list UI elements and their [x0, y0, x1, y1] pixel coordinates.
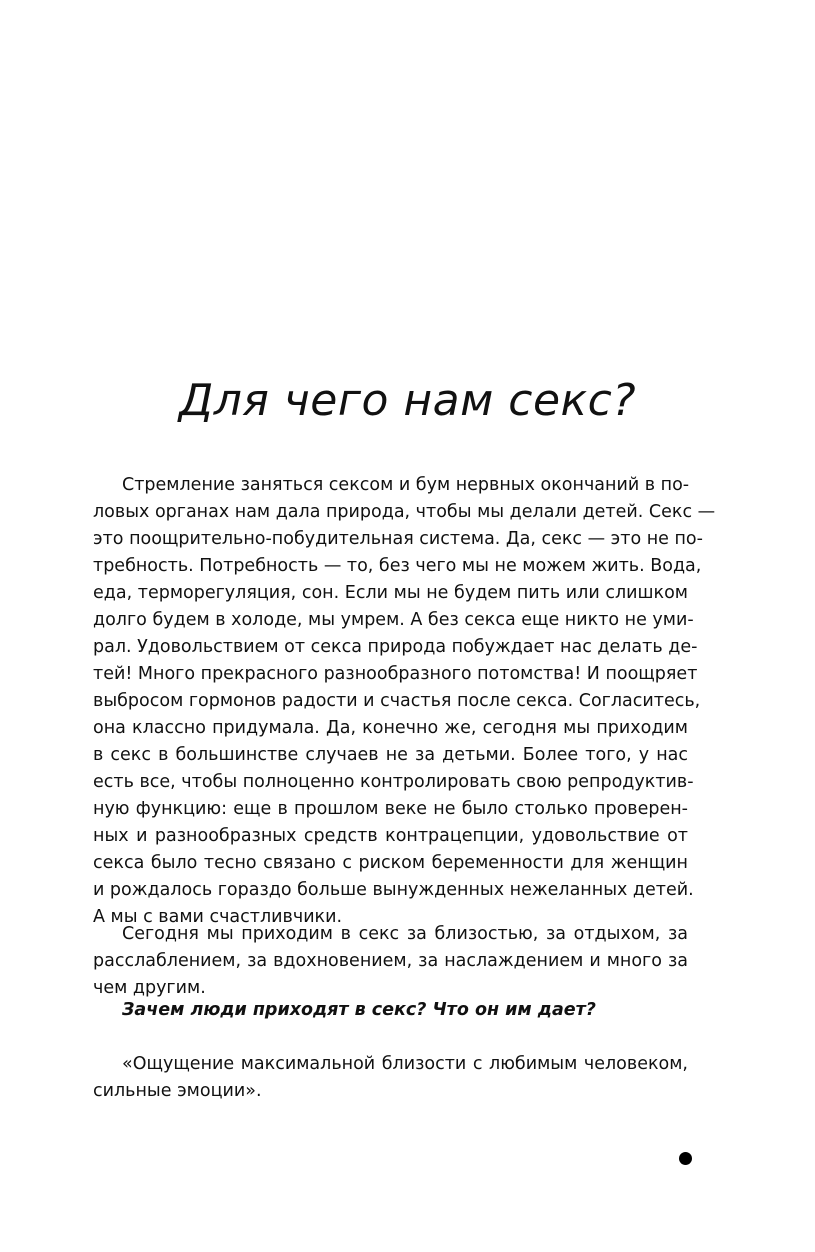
text-line: тей! Много прекрасного разнообразного потомства! И поощряет [93, 664, 698, 684]
text-line: есть все, чтобы полноценно контролировать свою репродуктив- [93, 772, 694, 792]
text-line: долго будем в холоде, мы умрем. А без секса еще никто не уми- [93, 610, 694, 630]
text-line: А мы с вами счастливчики. [93, 907, 343, 927]
text-line: еда, терморегуляция, сон. Если мы не будем пить или слишком [93, 583, 688, 603]
text-line: и рождалось гораздо больше вынужденных нежеланных детей. [93, 880, 694, 900]
question-text: Зачем люди приходят в секс? Что он им дает? [122, 1000, 596, 1020]
text-line: Стремление заняться сексом и бум нервных окончаний в по- [122, 475, 690, 495]
text-line: ную функцию: еще в прошлом веке не было столько проверен- [93, 799, 688, 819]
text-line: выбросом гормонов радости и счастья после секса. Согласитесь, [93, 691, 701, 711]
paragraph-2 [93, 921, 688, 1002]
text-line: «Ощущение максимальной близости с любимым человеком, [122, 1054, 688, 1074]
bullet-marker [679, 1152, 692, 1165]
quote-paragraph [93, 1051, 688, 1105]
text-line: ловых органах нам дала природа, чтобы мы делали детей. Секс — [93, 502, 716, 522]
paragraph-1 [93, 472, 716, 931]
text-line: чем другим. [93, 978, 206, 998]
quote-lines [93, 1051, 688, 1105]
text-line: Сегодня мы приходим в секс за близостью, за отдыхом, за [122, 924, 688, 944]
text-line: рал. Удовольствием от секса природа побуждает нас делать де- [93, 637, 698, 657]
text-line: сильные эмоции». [93, 1081, 262, 1101]
text-line: расслаблением, за вдохновением, за наслаждением и много за [93, 951, 688, 971]
text-line: это поощрительно-побудительная система. Да, секс — это не по- [93, 529, 703, 549]
text-line: секса было тесно связано с риском беременности для женщин [93, 853, 688, 873]
text-line: требность. Потребность — то, без чего мы не можем жить. Вода, [93, 556, 702, 576]
question [122, 997, 688, 1024]
paragraph-2-lines [93, 921, 688, 1002]
text-line: она классно придумала. Да, конечно же, сегодня мы приходим [93, 718, 688, 738]
text-line: ных и разнообразных средств контрацепции, удовольствие от [93, 826, 688, 846]
text-line: в секс в большинстве случаев не за детьми. Более того, у нас [93, 745, 688, 765]
paragraph-1-lines [93, 472, 716, 931]
chapter-title: Для чего нам секс? [178, 375, 637, 426]
